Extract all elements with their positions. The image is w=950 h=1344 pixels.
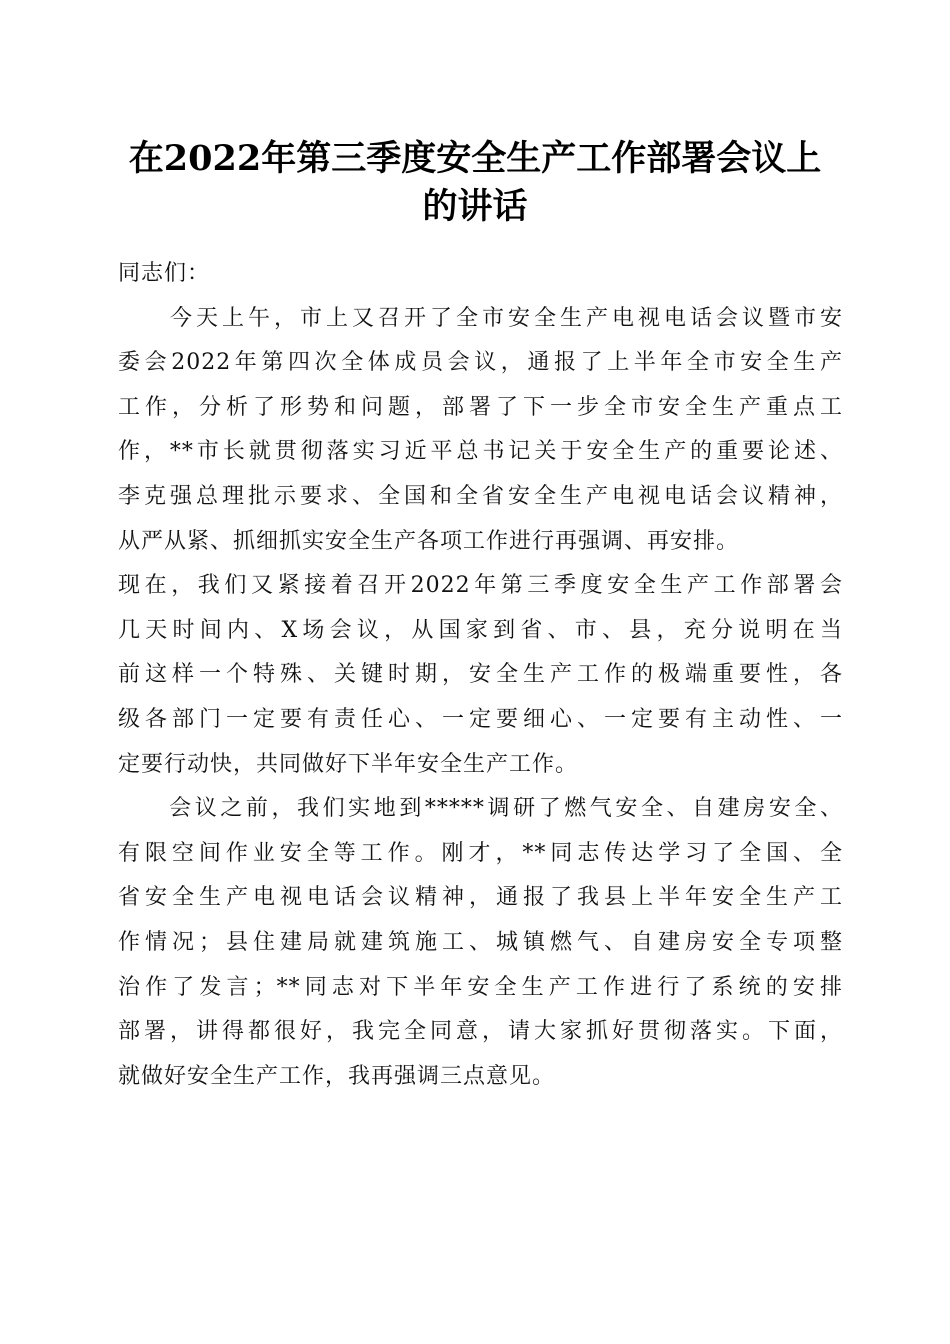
title-line-1: 在2022年第三季度安全生产工作部署会议上	[128, 138, 822, 179]
paragraph-2	[118, 787, 843, 1099]
paragraph-line: 现在，我们又紧接着召开2022年第三季度安全生产工作部署会	[118, 573, 843, 599]
salutation: 同志们：	[118, 261, 211, 286]
paragraph-line: 作，**市长就贯彻落实习近平总书记关于安全生产的重要论述、	[118, 439, 843, 465]
document-title	[110, 135, 840, 231]
paragraph-line: 从严从紧、抓细抓实安全生产各项工作进行再强调、再安排。	[118, 528, 740, 554]
paragraph-line: 委会2022年第四次全体成员会议，通报了上半年全市安全生产	[118, 350, 843, 376]
title-line-2: 的讲话	[422, 186, 528, 227]
paragraph-line: 就做好安全生产工作，我再强调三点意见。	[118, 1063, 556, 1089]
paragraph-line: 定要行动快，共同做好下半年安全生产工作。	[118, 751, 579, 777]
paragraph-line: 几天时间内、X场会议，从国家到省、市、县，充分说明在当	[118, 617, 843, 643]
paragraph-line: 李克强总理批示要求、全国和全省安全生产电视电话会议精神，	[118, 483, 843, 509]
document-body	[118, 252, 843, 1099]
paragraph-line: 部署，讲得都很好，我完全同意，请大家抓好贯彻落实。下面，	[118, 1019, 843, 1045]
paragraph-1	[118, 297, 843, 788]
paragraph-line: 级各部门一定要有责任心、一定要细心、一定要有主动性、一	[118, 706, 843, 732]
paragraph-line: 工作，分析了形势和问题，部署了下一步全市安全生产重点工	[118, 394, 843, 420]
paragraph-line: 有限空间作业安全等工作。刚才，**同志传达学习了全国、全	[118, 840, 843, 866]
paragraph-line: 前这样一个特殊、关键时期，安全生产工作的极端重要性，各	[118, 662, 843, 688]
paragraph-line: 会议之前，我们实地到*****调研了燃气安全、自建房安全、	[118, 796, 843, 822]
paragraph-line: 省安全生产电视电话会议精神，通报了我县上半年安全生产工	[118, 885, 843, 911]
paragraph-line: 作情况；县住建局就建筑施工、城镇燃气、自建房安全专项整	[118, 929, 843, 955]
paragraph-line: 今天上午，市上又召开了全市安全生产电视电话会议暨市安	[118, 305, 843, 331]
paragraph-line: 治作了发言；**同志对下半年安全生产工作进行了系统的安排	[118, 974, 843, 1000]
